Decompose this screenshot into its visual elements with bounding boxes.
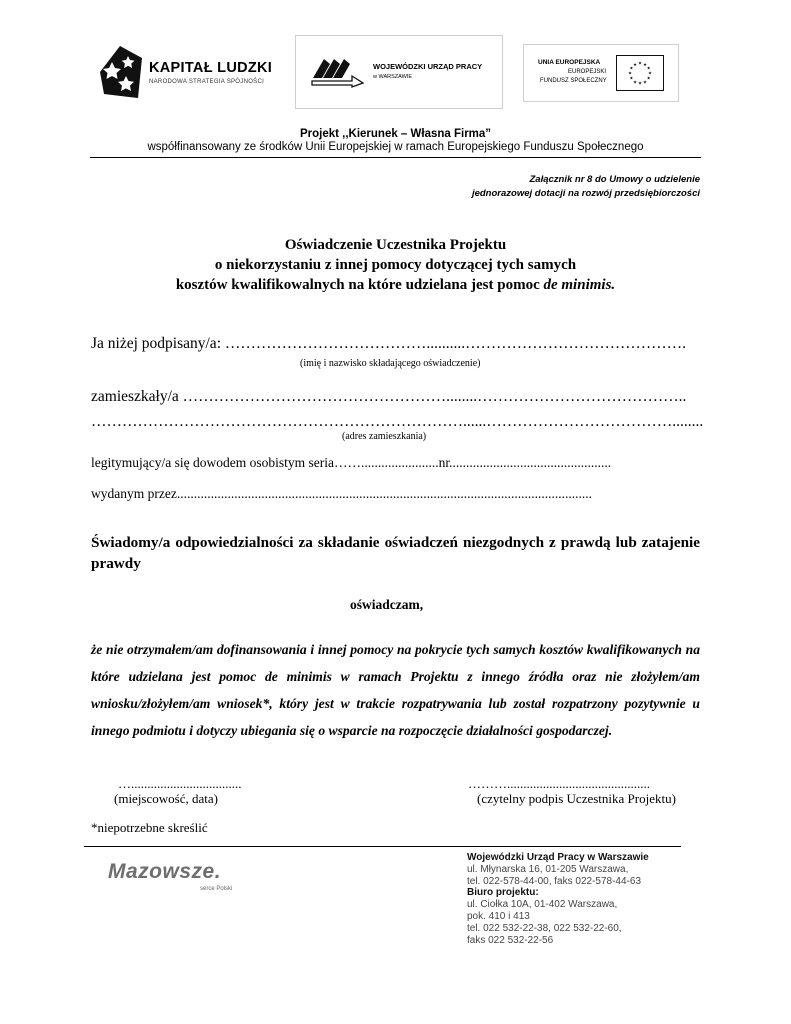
kapital-ludzki-emblem-icon bbox=[98, 44, 144, 100]
eu-flag-icon bbox=[616, 55, 664, 91]
eu-star-icon: ★ bbox=[629, 65, 634, 71]
name-field-line: Ja niżej podpisany/a: …………………………………..........……………………………………. bbox=[91, 335, 686, 352]
footer-phone: tel. 022-578-44-00, faks 022-578-44-63 bbox=[467, 875, 642, 887]
eu-line3: FUNDUSZ SPOŁECZNY bbox=[540, 78, 607, 84]
wup-logo bbox=[295, 35, 503, 109]
kapital-ludzki-title: KAPITAŁ LUDZKI bbox=[149, 60, 273, 76]
wup-emblem-icon bbox=[310, 54, 364, 88]
footer-office-phone: tel. 022 532-22-38, 022 532-22-60, bbox=[467, 922, 622, 934]
title-line3 bbox=[0, 275, 791, 295]
eu-star-icon: ★ bbox=[632, 79, 638, 85]
wup-title: WOJEWÓDZKI URZĄD PRACY bbox=[373, 62, 483, 71]
mazowsze-logo bbox=[108, 860, 258, 900]
warning-text: Świadomy/a odpowiedzialności za składanie oświadczeń niezgodnych z prawdą lub zatajenie prawdy bbox=[91, 534, 700, 572]
header-divider bbox=[90, 157, 701, 158]
issued-field-line: wydanym przez........................................................................................................................... bbox=[91, 486, 592, 501]
title-line3-italic: de minimis. bbox=[543, 277, 616, 293]
title-line2: o niekorzystaniu z innej pomocy dotyczącej tych samych bbox=[214, 257, 577, 273]
eu-star-icon: ★ bbox=[627, 70, 633, 76]
eu-star-icon: ★ bbox=[647, 70, 653, 76]
eu-star-icon: ★ bbox=[642, 79, 648, 85]
address-caption: (adres zamieszkania) bbox=[342, 431, 427, 442]
footer-office-fax: faks 022 532-22-56 bbox=[467, 934, 554, 946]
footer-office-label: Biuro projektu: bbox=[467, 887, 539, 899]
footer-office-address: ul. Ciołka 10A, 01-402 Warszawa, bbox=[467, 899, 618, 911]
eu-star-icon: ★ bbox=[637, 60, 643, 66]
document-title bbox=[0, 235, 791, 295]
footer-address: ul. Młynarska 16, 01-205 Warszawa, bbox=[467, 863, 629, 875]
mazowsze-wordmark: Mazowsze. bbox=[108, 860, 222, 883]
declare-word: oświadczam, bbox=[350, 597, 424, 612]
signature-caption: (czytelny podpis Uczestnika Projektu) bbox=[477, 791, 676, 806]
name-caption: (imię i nazwisko składającego oświadczenie) bbox=[300, 358, 481, 369]
place-date-caption: (miejscowość, data) bbox=[114, 791, 218, 806]
cofinance-note: współfinansowany ze środków Unii Europejskiej w ramach Europejskiego Funduszu Społecznego bbox=[147, 141, 644, 153]
eu-line2: EUROPEJSKI bbox=[568, 69, 607, 75]
project-title: Projekt ,,Kierunek – Własna Firma” bbox=[299, 128, 492, 140]
eu-star-icon: ★ bbox=[632, 61, 638, 67]
annex-line1: Załącznik nr 8 do Umowy o udzielenie bbox=[529, 174, 700, 185]
eu-star-icon: ★ bbox=[637, 80, 643, 86]
eu-star-icon: ★ bbox=[646, 65, 651, 71]
footnote: *niepotrzebne skreślić bbox=[91, 820, 208, 835]
footer-org: Wojewódzki Urząd Pracy w Warszawie bbox=[467, 852, 649, 863]
declaration-text: że nie otrzymałem/am dofinansowania i innej pomocy na pokrycie tych samych kosztów kwalifikowanych na które udzielana jest pomoc de minimis w ramach Projektu z innego źródła oraz nie złożyłem/am wniosku/złożyłem/am wniosek*, który jest w trakcie rozpatrywania lub został rozpatrzony pozytywnie u innego podmiotu i dotyczy ubiegania się o wsparcie na rozpoczęcie działalności gospodarczej. bbox=[91, 642, 700, 738]
annex-line2: jednorazowej dotacji na rozwój przedsiębiorczości bbox=[471, 188, 700, 199]
place-date-dots: ….................................. bbox=[118, 776, 242, 791]
footer-divider bbox=[84, 846, 681, 847]
mazowsze-tagline: serce Polski bbox=[200, 886, 233, 892]
eu-star-icon: ★ bbox=[642, 61, 648, 67]
kapital-ludzki-logo bbox=[96, 44, 286, 106]
kapital-ludzki-subtitle: NARODOWA STRATEGIA SPÓJNOŚCI bbox=[149, 79, 265, 85]
footer-office-room: pok. 410 i 413 bbox=[467, 910, 530, 922]
eu-logo bbox=[523, 44, 679, 102]
footer-contact bbox=[467, 852, 649, 946]
title-line1: Oświadczenie Uczestnika Projektu bbox=[284, 237, 507, 253]
id-field-line: legitymujący/a się dowodem osobistym seria…….......................nr................................................ bbox=[91, 455, 612, 470]
address-field-line2: ………………………………………………………………......………………………………........ bbox=[91, 413, 704, 430]
eu-star-icon: ★ bbox=[646, 75, 651, 81]
title-line3-main: kosztów kwalifikowalnych na które udzielana jest pomoc bbox=[175, 277, 544, 293]
eu-star-icon: ★ bbox=[629, 75, 634, 81]
eu-line1: UNIA EUROPEJSKA bbox=[538, 59, 601, 66]
signature-dots: ………............................................ bbox=[468, 776, 650, 791]
wup-subtitle: w WARSZAWIE bbox=[373, 74, 413, 80]
address-field-line1: zamieszkały/a ……………………………………………........………………………………….. bbox=[91, 388, 687, 405]
